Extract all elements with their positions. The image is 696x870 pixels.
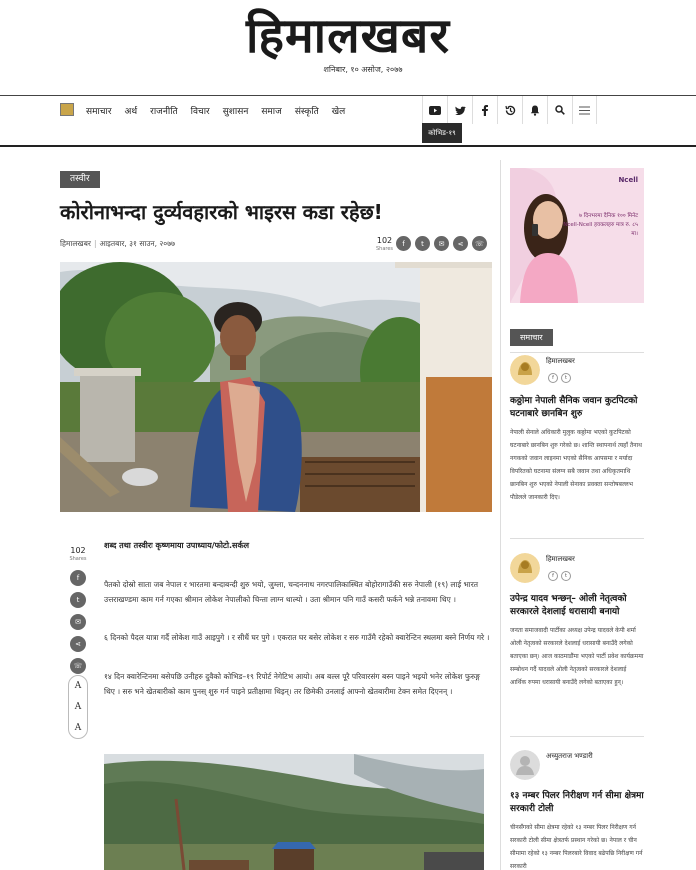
viber-share-icon[interactable]: ☏ [70,658,86,674]
email-share-icon[interactable]: ✉ [70,614,86,630]
twitter-share-icon[interactable]: t [70,592,86,608]
card-author[interactable]: हिमालखबर [546,555,575,563]
byline-author[interactable]: हिमालखबर [60,239,91,248]
article-image [104,754,484,870]
side-share-count [68,546,88,564]
card-summary: चीनसँगको सीमा क्षेत्रमा रहेको १३ नम्बर पिलर निरीक्षण गर्न सरकारी टोली सीमा क्षेत्रतर्फ प्रस्थान गरेको छ। नेपाल र चीन सीमामा रहेको १३ नम्बर पिलरबारे विवाद बढेपछि निरीक्षण गर्न सरकारी [510,824,643,870]
share-count [376,236,393,254]
side-share-label: Shares [69,556,87,562]
share-icon[interactable]: ⋖ [70,636,86,652]
user-avatar [510,750,540,780]
card-header [510,750,644,784]
facebook-share-icon[interactable]: f [396,236,411,251]
sidebar-rule [510,352,644,353]
himalkhabar-avatar [510,355,540,385]
card-author[interactable]: अच्युतराज भण्डारी [546,752,593,760]
share-icon[interactable]: ⋖ [453,236,468,251]
nav-item-sports[interactable]: खेल [331,107,346,117]
history-icon[interactable] [497,96,522,124]
himalkhabar-avatar [510,553,540,583]
main-nav [0,95,696,123]
font-size-increase-button[interactable]: A [74,722,82,733]
card-socials [548,373,571,383]
ncell-ad-banner[interactable] [510,168,644,303]
current-date: शनिबार, १० असोज, २०७७ [323,65,403,74]
font-size-reset-button[interactable]: A [74,681,82,692]
nav-item-economy[interactable]: अर्थ [124,107,138,117]
byline-date: आइतबार, ३१ साउन, २०७७ [99,239,175,248]
hero-image [60,262,492,512]
article-headline: कोरोनाभन्दा दुर्व्यवहारको भाइरस कडा रहेछ! [60,200,383,224]
tab-covid[interactable]: कोभिड-१९ [422,123,462,143]
nav-item-governance[interactable]: सुशासन [222,107,249,117]
youtube-icon[interactable] [422,96,447,124]
facebook-icon[interactable]: f [548,571,558,581]
card-title[interactable]: कठ्ठोमा नेपाली सैनिक जवान कुटपिटको घटनाबारे छानबिन शुरु [510,396,638,419]
category-tag[interactable]: तस्वीर [60,171,100,188]
share-bar [396,236,487,251]
card-header [510,553,644,587]
card-summary: जनता समाजवादी पार्टीका अध्यक्ष उपेन्द्र यादवले केपी शर्मा ओली नेतृत्वको सरकारले देशलाई धरासायी बनाउँदै लगेको बताएका छन्। आज काठमाडौंमा भएको पार्टी प्रवेश कार्यक्रममा सम्बोधन गर्दै यादवले ओली नेतृत्वको सरकारले देशलाई आर्थिक रुपमा धरासायी बनाउँदै लगेको बताएका हुन्। [510,627,644,686]
side-share-number: 102 [70,546,86,555]
news-card[interactable] [510,355,644,504]
share-count-number: 102 [376,236,393,245]
twitter-icon[interactable]: t [561,373,571,383]
column-divider [500,160,501,870]
news-card[interactable] [510,553,644,689]
card-socials [548,571,571,581]
news-card[interactable] [510,750,644,870]
twitter-share-icon[interactable]: t [415,236,430,251]
card-header [510,355,644,389]
twitter-icon[interactable] [447,96,472,124]
nav-divider [0,145,696,147]
share-count-label: Shares [376,246,394,252]
nav-item-news[interactable]: समाचार [86,107,112,117]
facebook-share-icon[interactable]: f [70,570,86,586]
masthead [0,0,696,92]
menu-icon[interactable] [572,96,597,124]
article-paragraph: ६ दिनको पैदल यात्रा गर्दै लोकेश गाउँ आइपुगे । र सीधैं घर पुगे । एकरात घर बसेर लोकेश र सरु गाउँमै रहेको क्वारेन्टिन स्थलमा बस्ने निर्णय गरे । [104,633,490,642]
nav-item-opinion[interactable]: विचार [190,107,210,117]
site-logo[interactable]: हिमालखबर [246,8,450,64]
sidebar-rule [510,736,644,737]
twitter-icon[interactable]: t [561,571,571,581]
email-share-icon[interactable]: ✉ [434,236,449,251]
ncell-logo: Ncell [618,176,638,184]
facebook-icon[interactable]: f [548,373,558,383]
nav-item-politics[interactable]: राजनीति [150,107,178,117]
sidebar-section-label[interactable]: समाचार [510,329,553,346]
article-paragraph: पैतको दोस्रो साता जब नेपाल र भारतमा बन्दाबन्दी शुरु भयो, जुम्ला, चन्दननाथ नगरपालिकास्थित बोहोरागाउँकी सरु नेपाली (१९) लाई भारत उत्तराखण्डमा काम गर्न गएका श्रीमान लोकेश नेपालीको चिन्ता लाग्न थाल्यो । उता श्रीमान पनि गाउँ कसरी फर्कने भन्ने तनावमा थिए । [104,580,479,604]
facebook-icon[interactable] [472,96,497,124]
byline: हिमालखबर | आइतबार, ३१ साउन, २०७७ [60,239,175,248]
search-icon[interactable] [547,96,572,124]
card-summary: नेपाली सेनाले अधिकारी मुलुक कठ्ठोमा भएको कुटपिटको घटनाबारे छानबिन शुरु गरेको छ। शान्ति स्थापनार्थ त्यहाँ तैनाथ नगकको जवान लाइनमा भएको सैनिक आपसमा र मर्यादा विपरितको घटनामा संलग्न सबै जवान तथा अधिकृतमाथि छानबिन शुरु भएको नेपाली सेनाका प्रवक्ता सन्तोषबल्लभ पौडेलले जानकारी दिए। [510,429,642,501]
sidebar-rule [510,538,644,539]
nav-menu [86,104,358,117]
photo-credit: शब्द तथा तस्वीरः कृष्णमाया उपाध्याय/फोटो.सर्कल [104,541,250,550]
home-icon[interactable] [60,103,74,116]
nav-item-culture[interactable]: संस्कृति [294,107,319,117]
card-title[interactable]: १३ नम्बर पिलर निरीक्षण गर्न सीमा क्षेत्रमा सरकारी टोली [510,791,644,814]
article-paragraph: १४ दिन क्वारेन्टिनमा बसेपछि उनीहरु दुवैको कोभिड–१९ रिपोर्ट नेगेटिभ आयो। अब बल्ल पूरै परिवारसंग बस्न पाइने भइयो भनेर लोकेश फुरुङ्ग थिए । सरु भने खेतबारीको काम पुनस् शुरु गर्न पाइने प्रतीक्षामा थिइन्। तर छिमेकी उनलाई आफ्नो खेतबारीमा टेक्न समेत दिएनन् । [104,672,480,696]
ad-text: ७ दिनभरमा दैनिक १०० मिनेट Ncell-Ncell हवकलहरु मात्र रु. ८५ मा। [563,213,638,237]
card-title[interactable]: उपेन्द्र यादव भन्छन्– ओली नेतृत्वको सरकारले देशलाई धरासायी बनायो [510,594,627,617]
font-size-controls [68,675,88,739]
font-size-decrease-button[interactable]: A [74,701,82,712]
bell-icon[interactable] [522,96,547,124]
nav-item-society[interactable]: समाज [261,107,282,117]
nav-icon-bar [422,96,597,124]
card-author[interactable]: हिमालखबर [546,357,575,365]
side-share-bar [68,546,88,674]
viber-share-icon[interactable]: ☏ [472,236,487,251]
